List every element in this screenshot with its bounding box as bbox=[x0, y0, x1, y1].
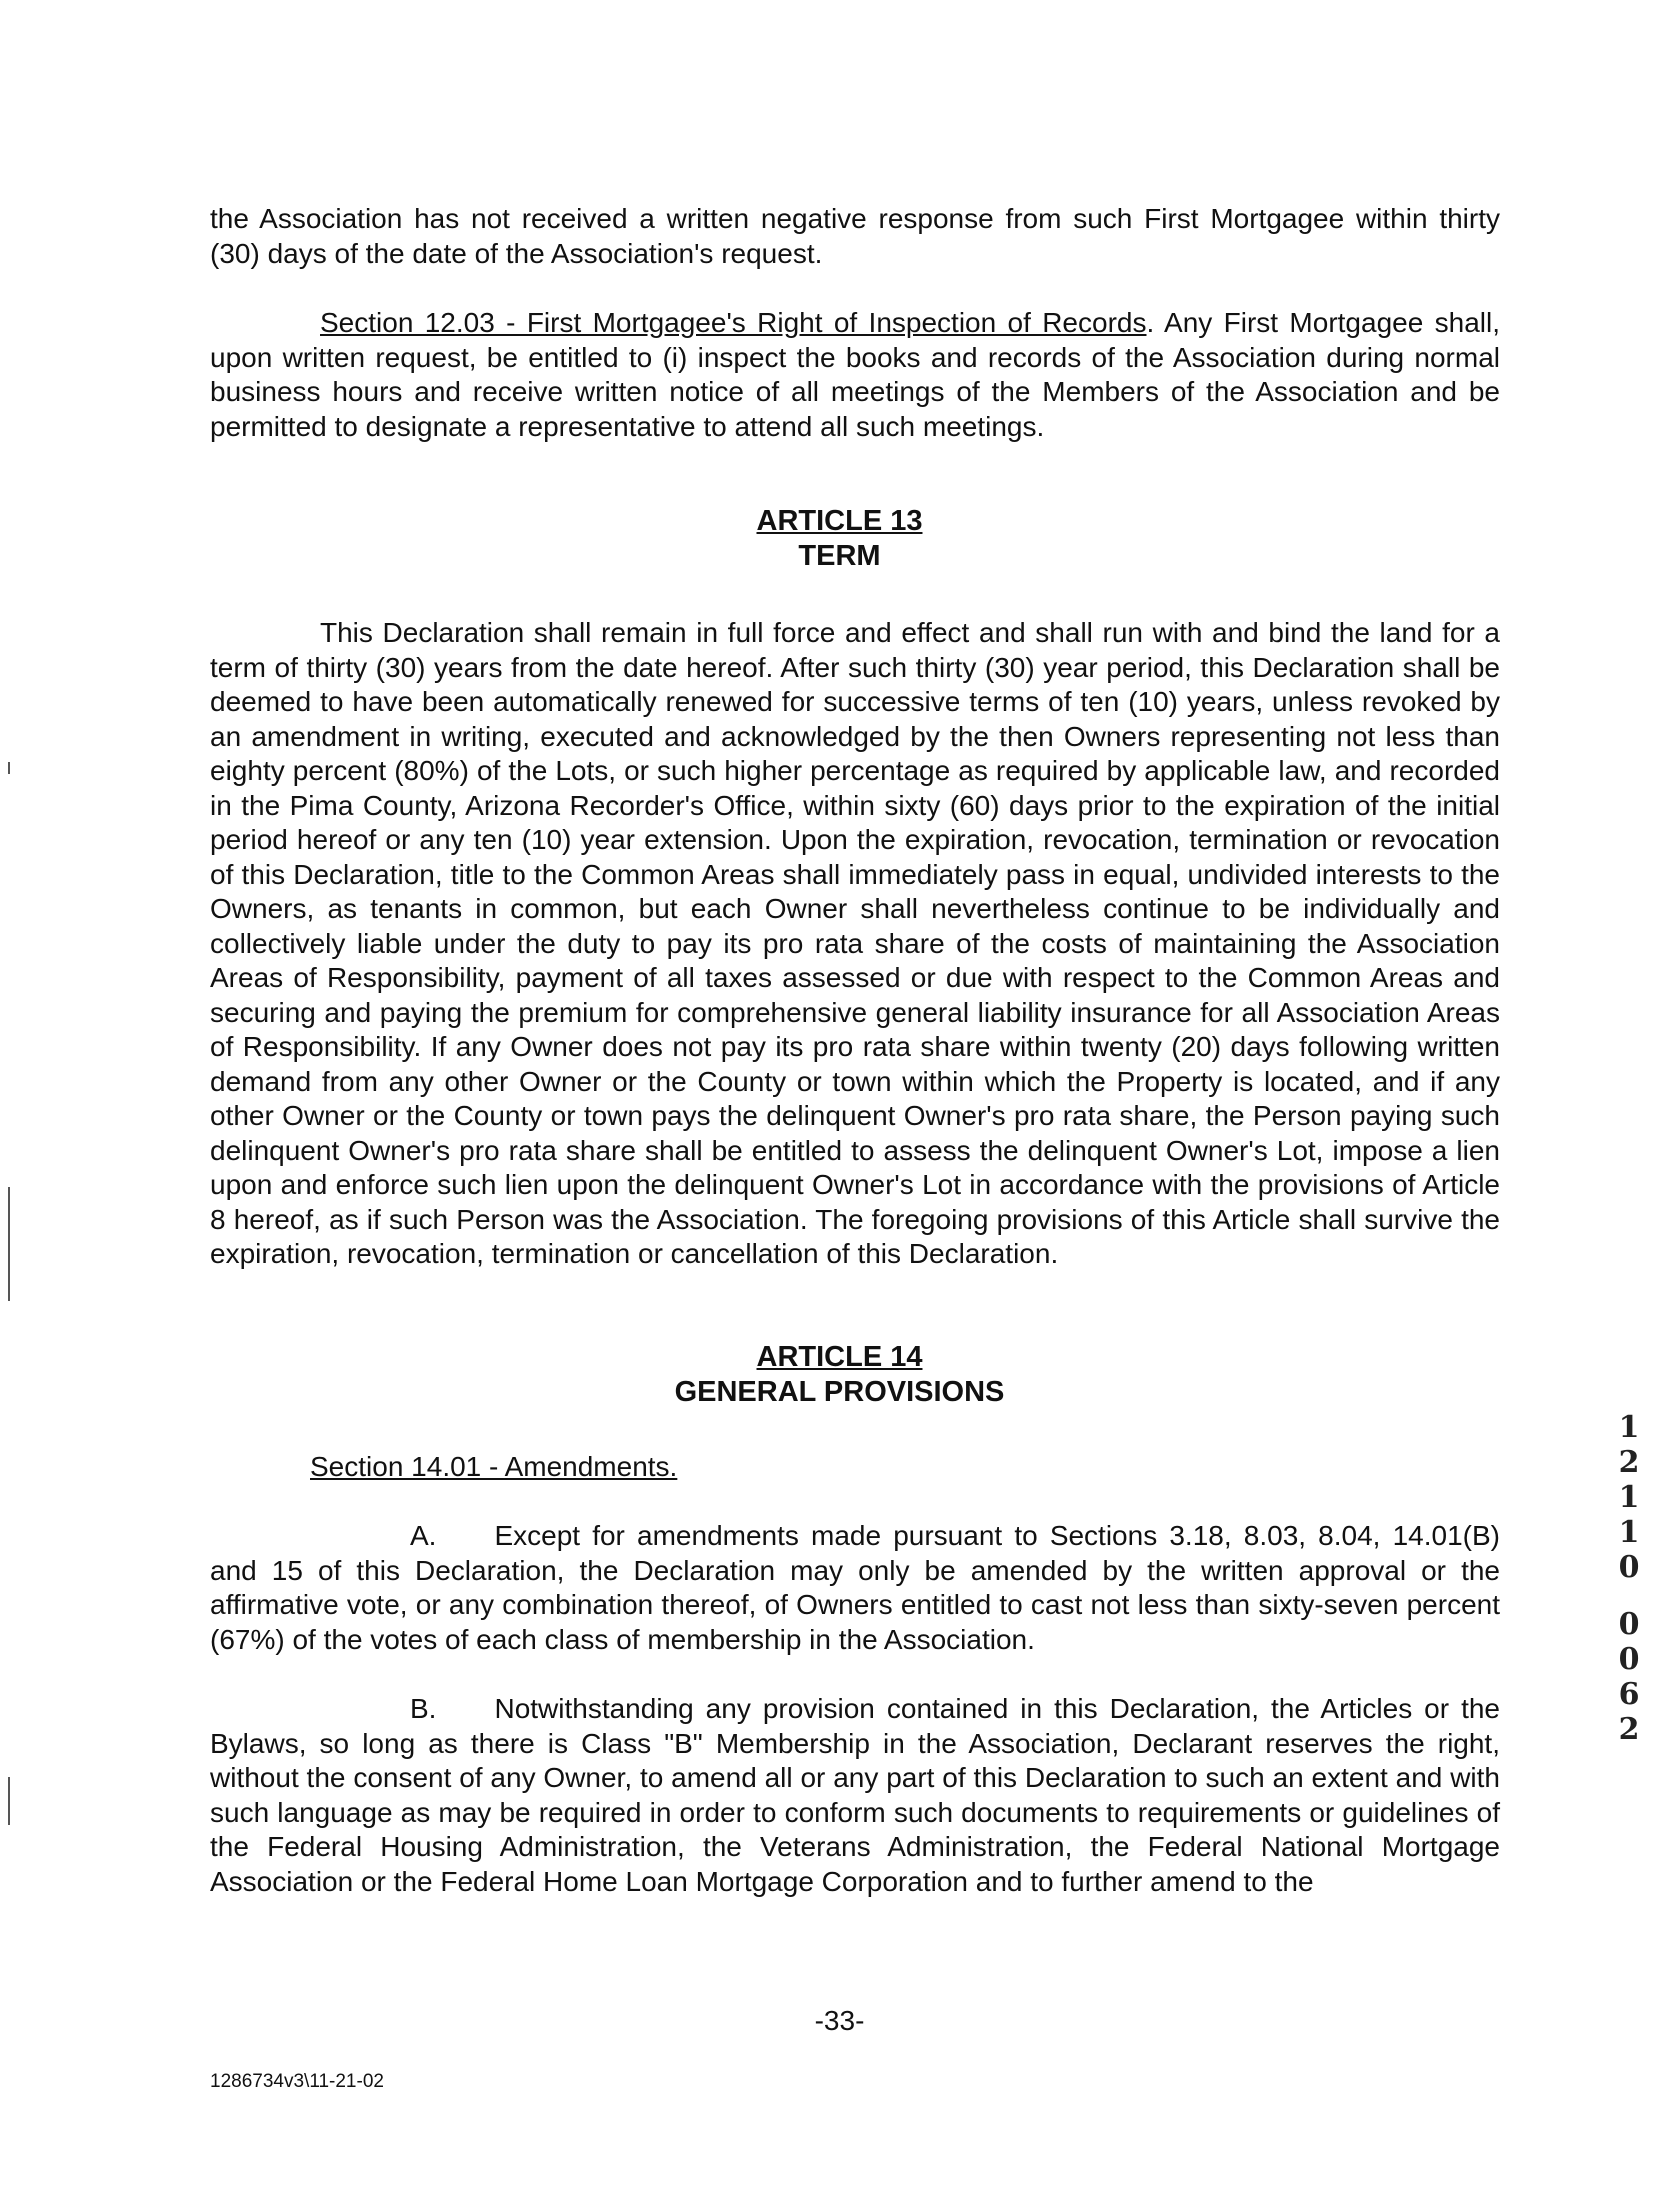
subsection-b-paragraph bbox=[210, 1692, 1500, 1899]
section-12-03-paragraph bbox=[210, 306, 1500, 444]
document-id: 1286734v3\11-21-02 bbox=[210, 2071, 384, 2092]
section-12-03-body: . Any First Mortgagee shall, upon written request, be entitled to (i) inspect the books and records of the Association during normal business hours and receive written notice of all meetings of the Members of the Association and be permitted to designate a representative to attend all such meetings. bbox=[210, 307, 1500, 442]
page-number: -33- bbox=[814, 2005, 865, 2036]
scan-margin-mark bbox=[8, 1187, 10, 1301]
subsection-a-paragraph bbox=[210, 1519, 1500, 1657]
article-13-number: ARTICLE 13 bbox=[756, 505, 923, 537]
article-13-paragraph: This Declaration shall remain in full force and effect and shall run with and bind the land for a term of thirty (30) years from the date hereof. After such thirty (30) year period, this Declaration shall be deemed to have been automatically renewed for successive terms of ten (10) years, unless revoked by an amendment in writing, executed and acknowledged by the then Owners representing not less than eighty percent (80%) of the Lots, or such higher percentage as required by applicable law, and recorded in the Pima County, Arizona Recorder's Office, within sixty (60) days prior to the expiration of the initial period hereof or any ten (10) year extension. Upon the expiration, revocation, termination or revocation of this Declaration, title to the Common Areas shall immediately pass in equal, undivided interests to the Owners, as tenants in common, but each Owner shall nevertheless continue to be individually and collectively liable under the duty to pay its pro rata share of the costs of maintaining the Association Areas of Responsibility, payment of all taxes assessed or due with respect to the Common Areas and securing and paying the premium for comprehensive general liability insurance for all Association Areas of Responsibility. If any Owner does not pay its pro rata share within twenty (20) days following written demand from any other Owner or the County or town within which the Property is located, and if any other Owner or the County or town pays the delinquent Owner's pro rata share, the Person paying such delinquent Owner's pro rata share shall be entitled to assess the delinquent Owner's Lot, impose a lien upon and enforce such lien upon the delinquent Owner's Lot in accordance with the provisions of Article 8 hereof, as if such Person was the Association. The foregoing provisions of this Article shall survive the expiration, revocation, termination or cancellation of this Declaration. bbox=[210, 617, 1500, 1269]
article-14-title: GENERAL PROVISIONS bbox=[674, 1376, 1005, 1408]
article-13-title: TERM bbox=[798, 540, 881, 572]
stamp-digit: 2 bbox=[1618, 1445, 1640, 1480]
stamp-digit: 0 bbox=[1618, 1607, 1640, 1642]
continuation-paragraph: the Association has not received a written negative response from such First Mortgagee within thirty (30) days of the date of the Association's request. bbox=[210, 203, 1500, 269]
stamp-digit: 0 bbox=[1618, 1642, 1640, 1677]
stamp-digit: 6 bbox=[1618, 1677, 1640, 1712]
scan-margin-mark bbox=[8, 762, 10, 774]
stamp-digit: 1 bbox=[1618, 1410, 1640, 1445]
stamp-digit: 1 bbox=[1618, 1480, 1640, 1515]
subsection-a-label: A. bbox=[410, 1520, 437, 1551]
subsection-b-body: Notwithstanding any provision contained in this Declaration, the Articles or the Bylaws, so long as there is Class "B" Membership in the Association, Declarant reserves the right, without the consent of any Owner, to amend all or any part of this Declaration to such an extent and with such language as may be required in order to conform such documents to requirements or guidelines of the Federal Housing Administration, the Veterans Administration, the Federal National Mortgage Association or the Federal Home Loan Mortgage Corporation and to further amend to the bbox=[210, 1693, 1500, 1897]
subsection-a-body: Except for amendments made pursuant to Sections 3.18, 8.03, 8.04, 14.01(B) and 15 of this Declaration, the Declaration may only be amended by the written approval or the affirmative vote, or any combination thereof, of Owners entitled to cast not less than sixty-seven percent (67%) of the votes of each class of membership in the Association. bbox=[210, 1520, 1500, 1655]
recording-number-stamp bbox=[1616, 1410, 1642, 1747]
article-14-number: ARTICLE 14 bbox=[756, 1341, 923, 1373]
stamp-digit: 2 bbox=[1618, 1712, 1640, 1747]
stamp-digit: 1 bbox=[1618, 1515, 1640, 1550]
article-14-heading bbox=[0, 1340, 1679, 1410]
section-14-01-title: Section 14.01 - Amendments. bbox=[310, 1451, 678, 1482]
subsection-b-label: B. bbox=[410, 1693, 437, 1724]
scan-margin-mark bbox=[8, 1777, 10, 1825]
article-13-heading bbox=[0, 504, 1679, 574]
section-12-03-title: Section 12.03 - First Mortgagee's Right of Inspection of Records bbox=[320, 307, 1147, 338]
stamp-digit: 0 bbox=[1618, 1550, 1640, 1585]
